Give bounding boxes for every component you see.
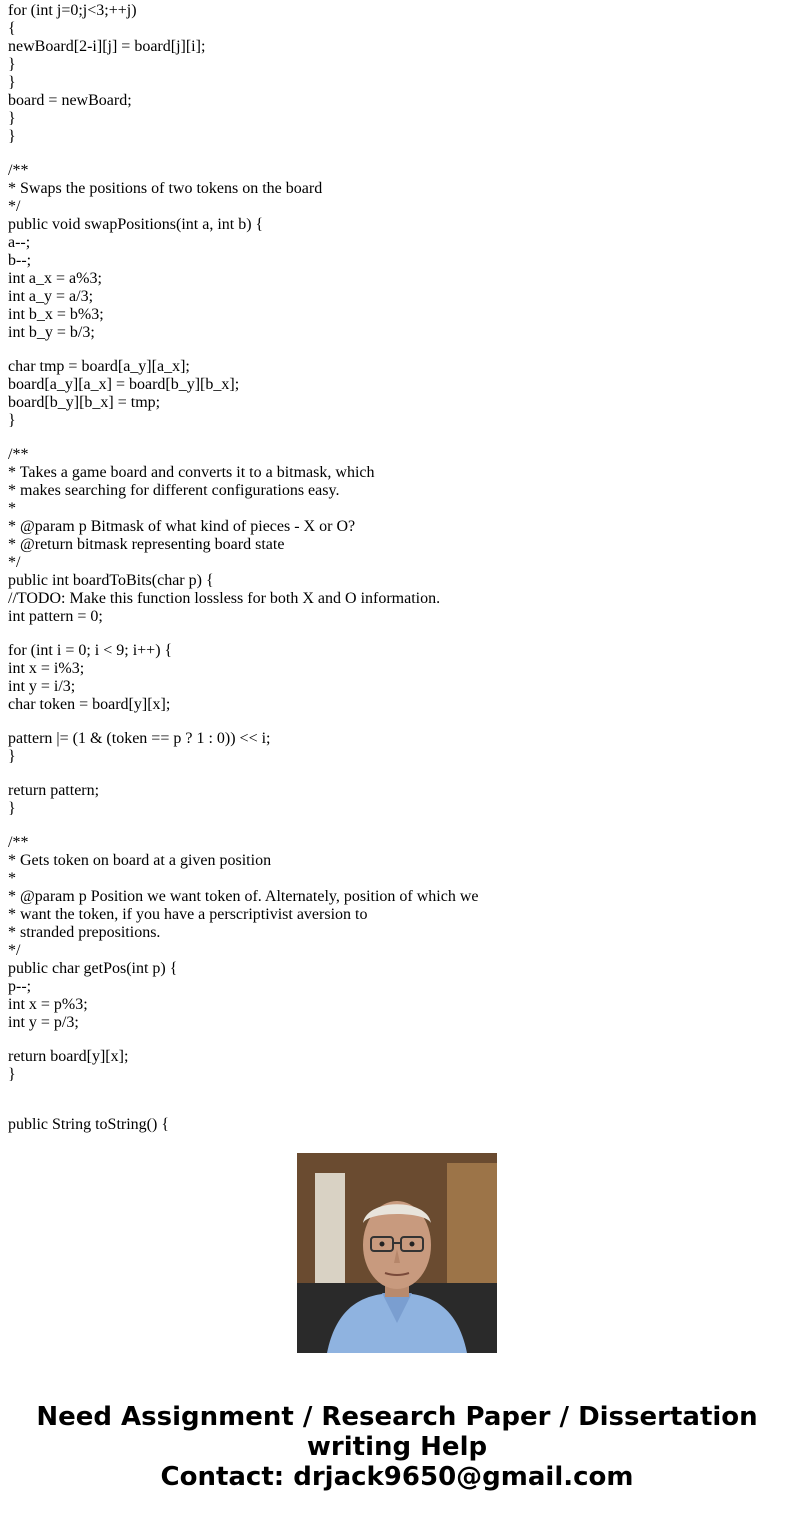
code-line: * [8, 870, 16, 887]
code-line: * @return bitmask representing board state [8, 536, 285, 553]
code-line: } [8, 800, 16, 817]
code-line: board[b_y][b_x] = tmp; [8, 394, 161, 411]
code-line [8, 714, 788, 730]
code-line: * @param p Bitmask of what kind of pieces - X or O? [8, 518, 356, 535]
code-line: int x = p%3; [8, 996, 88, 1013]
code-line: int a_x = a%3; [8, 270, 102, 287]
code-line: * Takes a game board and converts it to a bitmask, which [8, 464, 375, 481]
code-line: } [8, 56, 16, 73]
ad-line-1: Need Assignment / Research Paper / Dissertation [36, 1402, 758, 1432]
code-line [8, 1100, 788, 1116]
code-line: * stranded prepositions. [8, 924, 161, 941]
person-portrait-icon [297, 1153, 497, 1353]
code-line: int b_y = b/3; [8, 324, 95, 341]
code-line: * [8, 500, 16, 517]
code-line: char tmp = board[a_y][a_x]; [8, 358, 190, 375]
code-line: b--; [8, 252, 32, 269]
code-line [8, 342, 788, 358]
code-line: int y = i/3; [8, 678, 76, 695]
code-line: pattern |= (1 & (token == p ? 1 : 0)) << i; [8, 730, 271, 747]
code-line: } [8, 110, 16, 127]
ad-contact-email: Contact: drjack9650@gmail.com [160, 1462, 634, 1492]
code-line: } [8, 128, 16, 145]
code-line: * makes searching for different configurations easy. [8, 482, 340, 499]
code-line: * want the token, if you have a perscriptivist aversion to [8, 906, 368, 923]
code-line: int pattern = 0; [8, 608, 103, 625]
code-line: { [8, 20, 16, 37]
code-line: for (int i = 0; i < 9; i++) { [8, 642, 173, 659]
code-line: p--; [8, 978, 32, 995]
advertisement-banner [0, 1402, 794, 1492]
code-line: * Swaps the positions of two tokens on the board [8, 180, 323, 197]
code-line [8, 818, 788, 834]
code-line: newBoard[2-i][j] = board[j][i]; [8, 38, 206, 55]
code-line [8, 626, 788, 642]
code-listing [8, 2, 788, 1133]
code-line: * Gets token on board at a given position [8, 852, 272, 869]
code-line: /** [8, 834, 29, 851]
code-line: //TODO: Make this function lossless for both X and O information. [8, 590, 441, 607]
code-line [8, 1032, 788, 1048]
code-line [8, 146, 788, 162]
code-line: int y = p/3; [8, 1014, 79, 1031]
code-line: char token = board[y][x]; [8, 696, 171, 713]
ad-line-2: writing Help [306, 1432, 488, 1462]
code-line: */ [8, 942, 21, 959]
code-line: int x = i%3; [8, 660, 85, 677]
code-line: int a_y = a/3; [8, 288, 94, 305]
code-line: public String toString() { [8, 1116, 170, 1133]
code-line: for (int j=0;j<3;++j) [8, 2, 137, 19]
code-line: */ [8, 554, 21, 571]
avatar [297, 1153, 497, 1353]
code-line: a--; [8, 234, 31, 251]
code-line: } [8, 1066, 16, 1083]
code-line: } [8, 412, 16, 429]
code-line: board = newBoard; [8, 92, 132, 109]
code-line [8, 766, 788, 782]
code-line: public char getPos(int p) { [8, 960, 178, 977]
code-line: public int boardToBits(char p) { [8, 572, 214, 589]
code-line: /** [8, 162, 29, 179]
code-line: return board[y][x]; [8, 1048, 129, 1065]
code-line: return pattern; [8, 782, 100, 799]
code-line: * @param p Position we want token of. Alternately, position of which we [8, 888, 479, 905]
code-line [8, 430, 788, 446]
code-line: public void swapPositions(int a, int b) { [8, 216, 264, 233]
code-line: } [8, 74, 16, 91]
code-line: */ [8, 198, 21, 215]
code-line: /** [8, 446, 29, 463]
code-line: } [8, 748, 16, 765]
code-line [8, 1084, 788, 1100]
code-line: board[a_y][a_x] = board[b_y][b_x]; [8, 376, 240, 393]
code-line: int b_x = b%3; [8, 306, 104, 323]
